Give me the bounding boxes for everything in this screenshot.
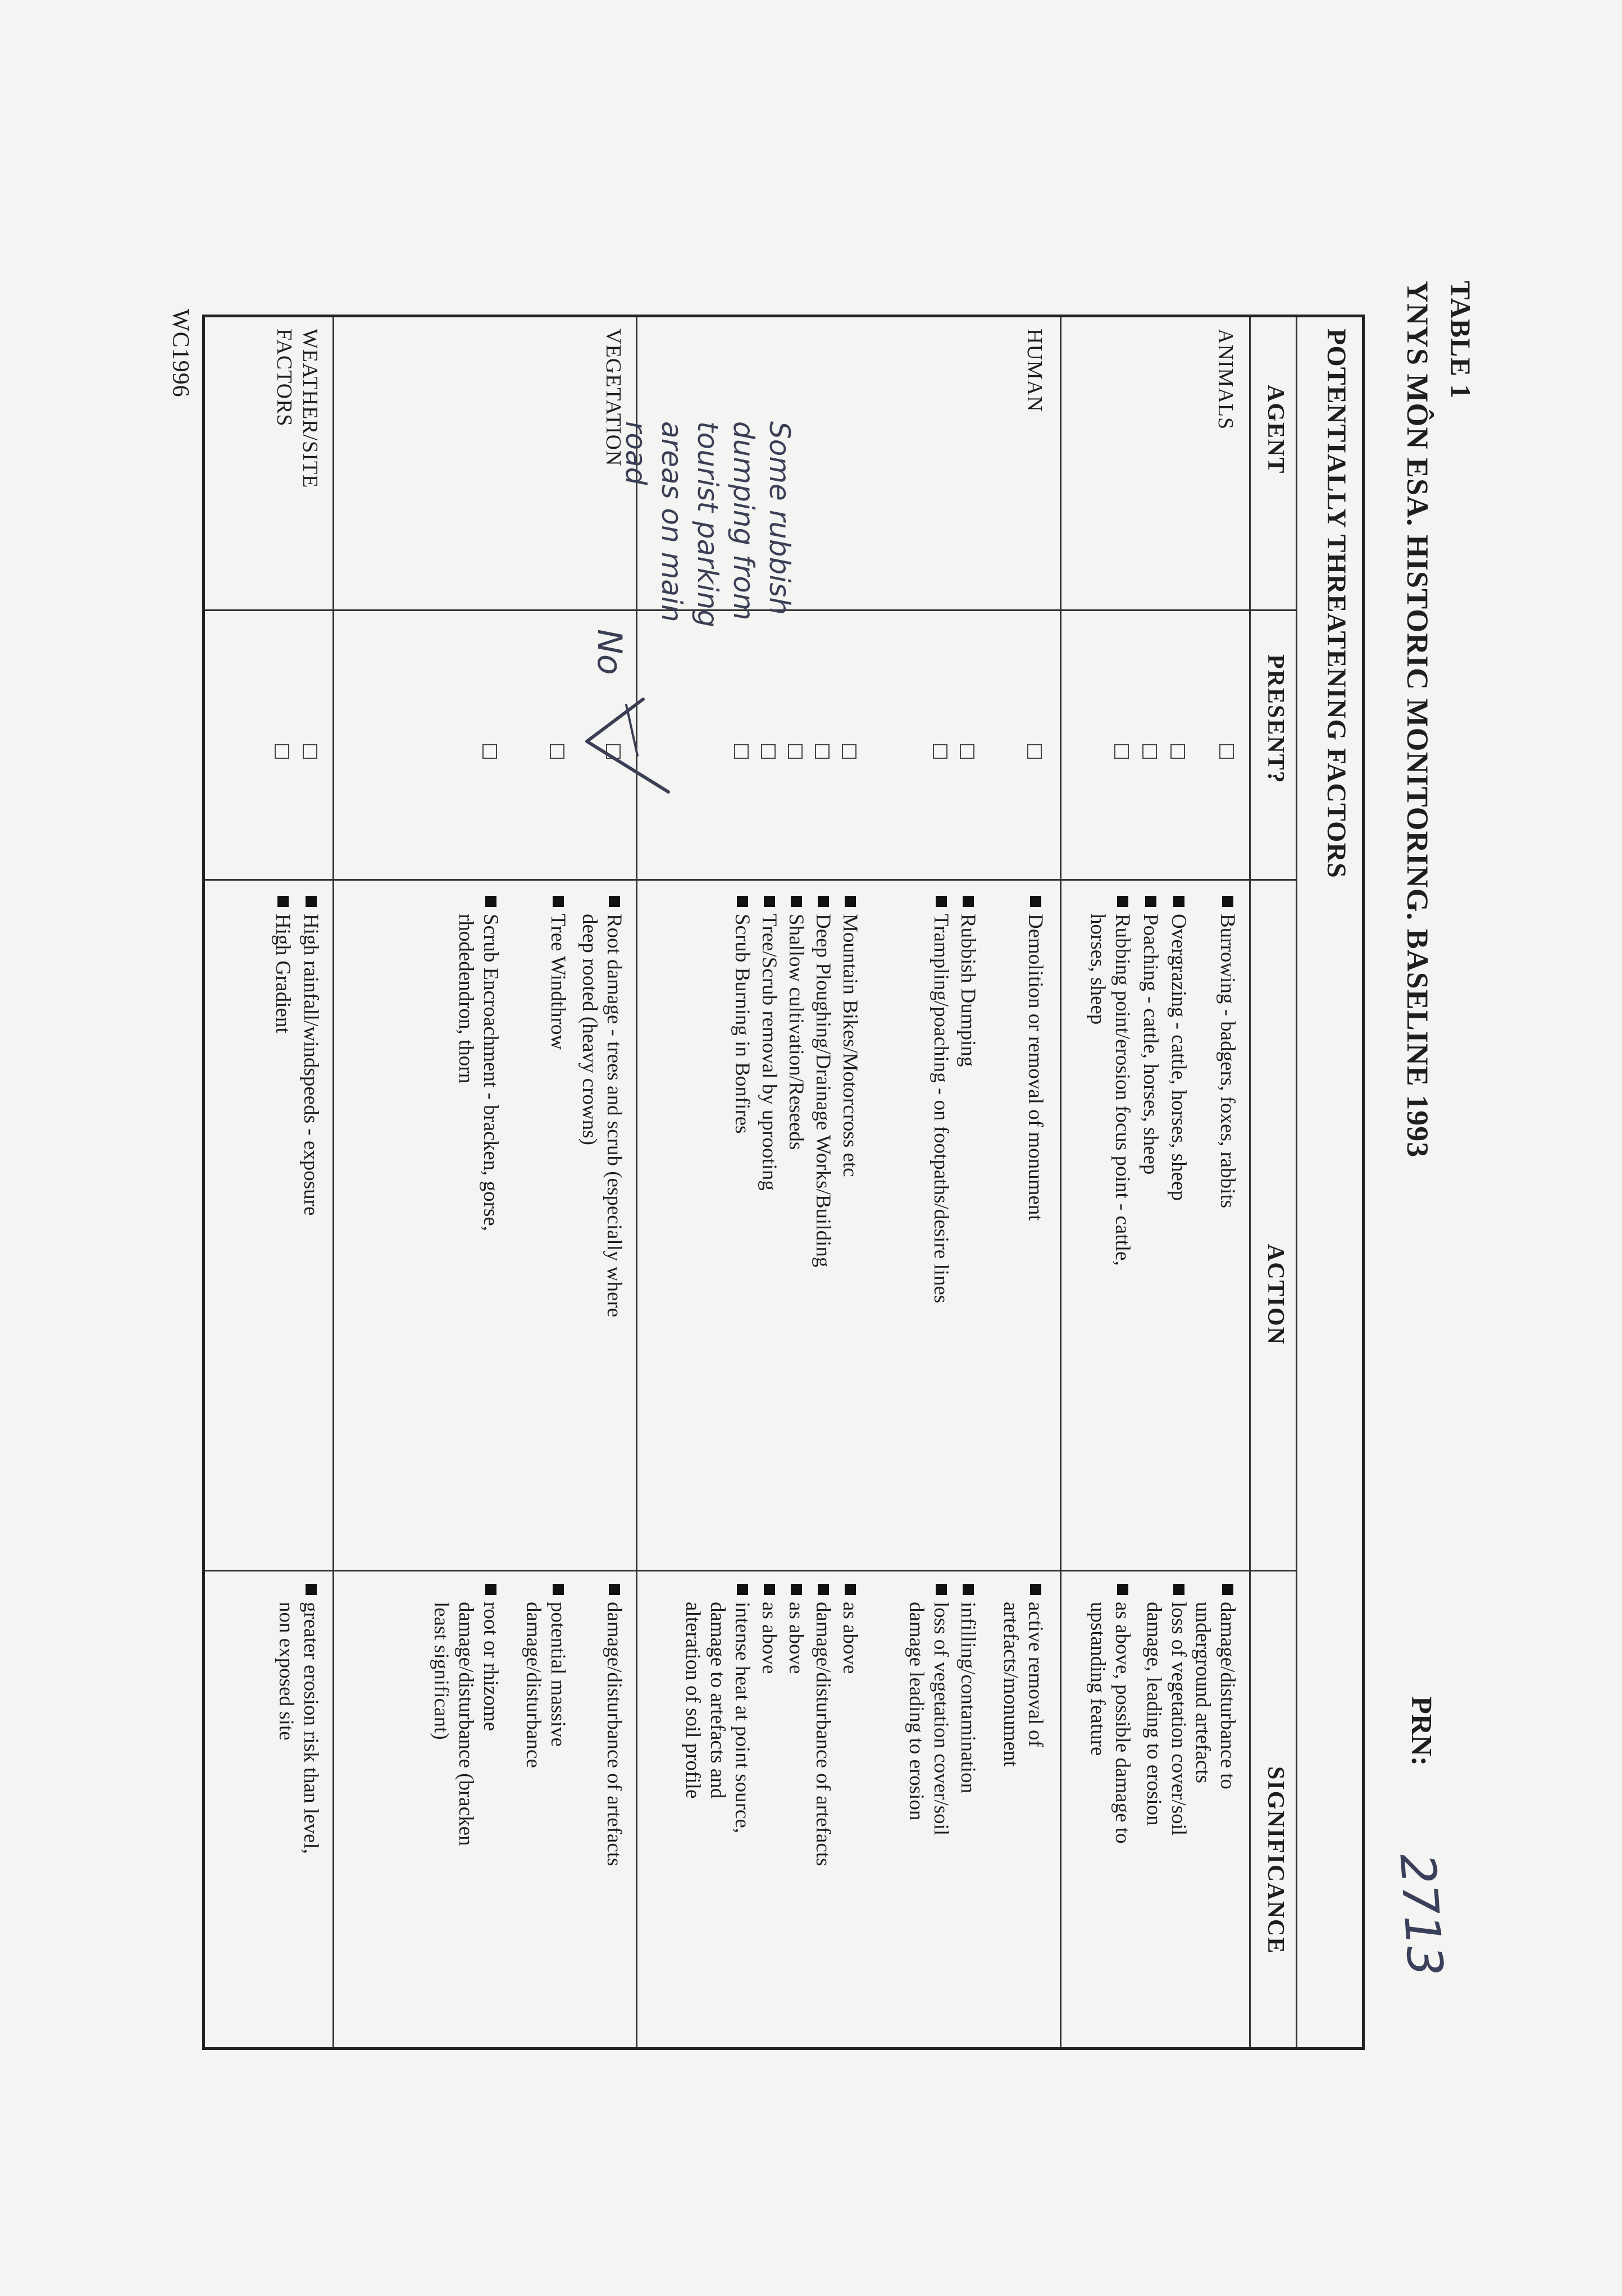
header-bottom-rule — [1249, 317, 1251, 2047]
action-item: Rubbish Dumping — [955, 896, 980, 1067]
action-item: Deep Ploughing/Drainage Works/Building — [810, 896, 835, 1267]
present-checkbox-trampling[interactable] — [933, 744, 947, 759]
significance-item: potential massive damage/disturbance — [521, 1584, 570, 1768]
bullet-icon — [1173, 896, 1184, 907]
significance-item: greater erosion risk than level, non exposed site — [274, 1584, 323, 1854]
significance-item: intense heat at point source, damage to artefacts and alteration of soil profile — [680, 1584, 754, 1833]
column-header-action: ACTION — [1263, 1244, 1288, 1346]
handwritten-human-note: Some rubbish dumping from tourist parking areas on main road — [619, 421, 796, 628]
significance-item: damage/disturbance to underground artefacts — [1190, 1584, 1240, 1789]
significance-item: as above — [757, 1584, 781, 1674]
present-checkbox-rubbing-point[interactable] — [1114, 744, 1129, 759]
row-divider-vegetation — [332, 317, 334, 2047]
action-item: Overgrazing - cattle, horses, sheep — [1166, 896, 1191, 1201]
significance-item: infilling/contamination — [955, 1584, 980, 1793]
bullet-icon — [306, 1584, 317, 1595]
bullet-icon — [1030, 896, 1041, 907]
action-item: High rainfall/windspeeds - exposure — [298, 896, 323, 1215]
bullet-icon — [609, 896, 620, 907]
significance-item: active removal of artefacts/monument — [998, 1584, 1047, 1767]
bullet-icon — [277, 896, 289, 907]
column-header-present: PRESENT? — [1263, 654, 1288, 784]
bullet-icon — [485, 896, 496, 907]
bullet-icon — [818, 1584, 829, 1595]
significance-item: as above, possible damage to upstanding feature — [1085, 1584, 1135, 1844]
header-top-rule — [1296, 317, 1297, 2047]
bullet-icon — [845, 1584, 856, 1595]
bullet-icon — [764, 896, 775, 907]
present-checkbox-poaching[interactable] — [1142, 744, 1157, 759]
handwritten-animals-note: No — [590, 629, 629, 675]
action-item: Scrub Encroachment - bracken, gorse, rhodedendron, thorn — [453, 896, 503, 1231]
present-checkbox-rubbish-dumping[interactable] — [960, 744, 974, 759]
bullet-icon — [553, 896, 564, 907]
significance-item: damage/disturbance of artefacts — [810, 1584, 835, 1866]
bullet-icon — [1222, 1584, 1233, 1595]
action-item: Poaching - cattle, horses, sheep — [1138, 896, 1163, 1174]
table-title: POTENTIALLY THREATENING FACTORS — [1322, 329, 1351, 878]
present-checkbox-high-rainfall[interactable] — [303, 744, 317, 759]
action-item: High Gradient — [270, 896, 295, 1033]
bullet-icon — [791, 1584, 802, 1595]
bullet-icon — [845, 896, 856, 907]
bullet-icon — [963, 896, 974, 907]
significance-item: as above — [783, 1584, 808, 1674]
present-checkbox-deep-ploughing[interactable] — [815, 744, 830, 759]
present-checkbox-tree-windthrow[interactable] — [550, 744, 564, 759]
action-item: Shallow cultivation/Reseeds — [783, 896, 808, 1150]
bullet-icon — [609, 1584, 620, 1595]
action-item: Root damage - trees and scrub (especially where deep rooted (heavy crowns) — [577, 896, 626, 1317]
action-item: Rubbing point/erosion focus point - cattle, horses, sheep — [1085, 896, 1135, 1266]
bullet-icon — [737, 896, 748, 907]
rotated-page — [129, 281, 1477, 2190]
bullet-icon — [1222, 896, 1233, 907]
action-item: Mountain Bikes/Motorcross etc — [837, 896, 862, 1177]
present-checkbox-shallow-cultivation[interactable] — [788, 744, 803, 759]
bullet-icon — [737, 1584, 748, 1595]
agent-vegetation: VEGETATION — [602, 329, 625, 467]
bullet-icon — [1117, 896, 1128, 907]
footer-code: WC1996 — [167, 309, 193, 398]
bullet-icon — [963, 1584, 974, 1595]
significance-item: loss of vegetation cover/soil damage, leading to erosion — [1141, 1584, 1191, 1835]
divider-present-action — [205, 879, 1297, 881]
bullet-icon — [1030, 1584, 1041, 1595]
present-checkbox-tree-scrub-removal[interactable] — [761, 744, 776, 759]
action-item: Demolition or removal of monument — [1023, 896, 1047, 1221]
bullet-icon — [553, 1584, 564, 1595]
present-checkbox-overgrazing[interactable] — [1170, 744, 1185, 759]
significance-item: root or rhizome damage/disturbance (bracken least significant) — [429, 1584, 503, 1846]
agent-human: HUMAN — [1023, 329, 1046, 412]
row-divider-animals — [1060, 317, 1061, 2047]
action-item: Tree Windthrow — [545, 896, 570, 1050]
bullet-icon — [1117, 1584, 1128, 1595]
document-title: YNYS MÔN ESA. HISTORIC MONITORING. BASELINE 1993 — [1401, 281, 1434, 1158]
present-checkbox-high-gradient[interactable] — [275, 744, 289, 759]
present-checkbox-burrowing[interactable] — [1219, 744, 1234, 759]
significance-item: damage/disturbance of artefacts — [602, 1584, 626, 1866]
prn-number-handwritten: 2713 — [1388, 1851, 1454, 1979]
handwritten-tick-icon — [564, 688, 677, 800]
present-checkbox-scrub-burning[interactable] — [734, 744, 749, 759]
divider-action-significance — [205, 1570, 1297, 1571]
bullet-icon — [791, 896, 802, 907]
bullet-icon — [818, 896, 829, 907]
action-item: Tree/Scrub removal by uprooting — [757, 896, 781, 1191]
agent-weather-site-factors: WEATHER/SITE FACTORS — [272, 329, 322, 489]
column-header-agent: AGENT — [1263, 385, 1288, 475]
present-checkbox-mountain-bikes[interactable] — [842, 744, 856, 759]
bullet-icon — [306, 896, 317, 907]
agent-animals: ANIMALS — [1214, 329, 1237, 430]
prn-label: PRN: — [1405, 1696, 1437, 1766]
present-checkbox-demolition[interactable] — [1027, 744, 1042, 759]
bullet-icon — [485, 1584, 496, 1595]
bullet-icon — [936, 896, 947, 907]
column-header-significance: SIGNIFICANCE — [1263, 1766, 1288, 1955]
action-item: Scrub Burning in Bonfires — [730, 896, 754, 1134]
bullet-icon — [764, 1584, 775, 1595]
significance-item: loss of vegetation cover/soil damage leading to erosion — [904, 1584, 953, 1835]
bullet-icon — [936, 1584, 947, 1595]
table-label: TABLE 1 — [1445, 281, 1477, 399]
action-item: Burrowing - badgers, foxes, rabbits — [1215, 896, 1240, 1208]
action-item: Trampling/poaching - on footpaths/desire lines — [928, 896, 953, 1303]
present-checkbox-scrub-encroachment[interactable] — [482, 744, 497, 759]
bullet-icon — [1173, 1584, 1184, 1595]
bullet-icon — [1145, 896, 1156, 907]
significance-item: as above — [837, 1584, 862, 1674]
